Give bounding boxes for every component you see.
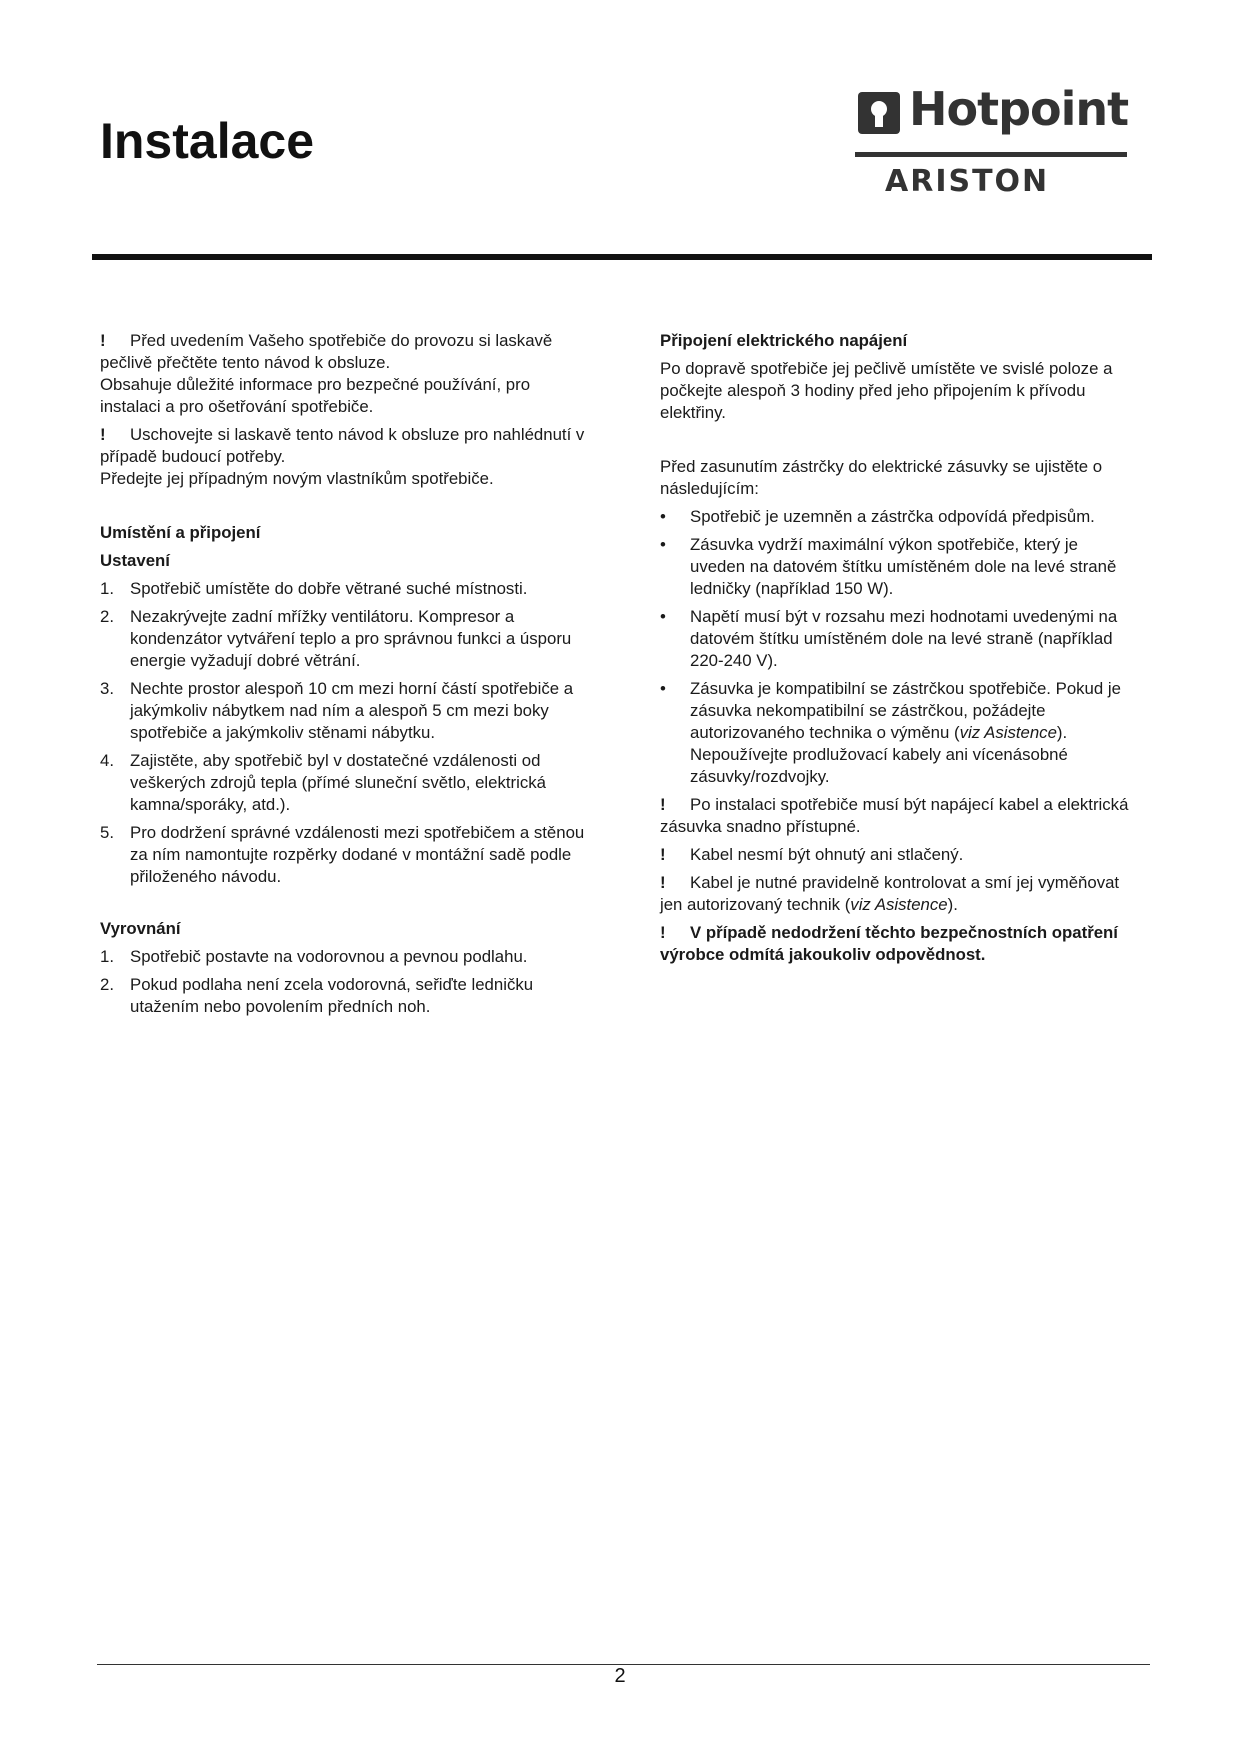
placement-list [100,578,592,888]
brand-logo [855,82,1135,203]
list-item: 2. Nezakrývejte zadní mřížky ventilátoru. Kompresor a kondenzátor vytváření teplo a pro správnou funkci a úsporu energie vyžadují dobré větrání. [100,607,572,670]
list-item: 1. Spotřebič postavte na vodorovnou a pevnou podlahu. [100,947,528,966]
electric-paragraph-1: Po dopravě spotřebiče jej pečlivě umístěte ve svislé poloze a počkejte alespoň 3 hodiny před jeho připojením k přívodu elektřiny. [660,359,1113,422]
electric-warning-4: ! V případě nedodržení těchto bezpečnostních opatření výrobce odmítá jakoukoliv odpovědnost. [660,923,1118,964]
warning-mark: ! [660,923,666,942]
right-column [660,330,1130,972]
list-item: 3. Nechte prostor alespoň 10 cm mezi horní částí spotřebiče a jakýmkoliv nábytkem nad ním a alespoň 5 cm mezi boky spotřebiče a jakýmkoliv stěnami nábytku. [100,679,574,742]
electric-paragraph-2: Před zasunutím zástrčky do elektrické zásuvky se ujistěte o následujícím: [660,457,1103,498]
bullet-icon: • [660,507,666,526]
logo-subtext: ARISTON [885,164,1050,199]
list-item: • Spotřebič je uzemněn a zástrčka odpovídá předpisům. [660,507,1095,526]
list-item: 5. Pro dodržení správné vzdálenosti mezi spotřebičem a stěnou za ním namontujte rozpěrky dodané v montážní sadě podle přiloženého návodu. [100,823,585,886]
warning-mark: ! [660,873,666,892]
list-item: 4. Zajistěte, aby spotřebič byl v dostatečné vzdálenosti od veškerých zdrojů tepla (přímé sluneční světlo, elektrická kamna/sporáky, atd.). [100,751,546,814]
page-number: 2 [614,1665,626,1687]
leveling-list [100,946,592,1018]
bullet-icon: • [660,607,666,626]
leveling-heading: Vyrovnání [100,919,181,938]
list-item: 2. Pokud podlaha není zcela vodorovná, seřiďte ledničku utažením nebo povolením předních noh. [100,975,534,1016]
electric-warning-3: ! Kabel je nutné pravidelně kontrolovat a smí jej vyměňovat jen autorizovaný technik (viz Asistence). [660,873,1120,914]
intro-warning-1: ! Před uvedením Vašeho spotřebiče do provozu si laskavě pečlivě přečtěte tento návod k obsluze. Obsahuje důležité informace pro bezpečné používání, pro instalaci a pro ošetřování spotřebiče. [100,331,553,416]
bullet-icon: • [660,535,666,554]
warning-mark: ! [660,795,666,814]
placement-heading: Umístění a připojení [100,523,261,542]
warning-mark: ! [100,425,106,444]
intro-warning-2: ! Uschovejte si laskavě tento návod k obsluze pro nahlédnutí v případě budoucí potřeby. Předejte jej případným novým vlastníkům spotřebiče. [100,425,585,488]
electric-heading: Připojení elektrického napájení [660,331,908,350]
list-item: • Napětí musí být v rozsahu mezi hodnotami uvedenými na datovém štítku umístěném dole na levé straně (například 220-240 V). [660,607,1118,670]
electric-warning-2: ! Kabel nesmí být ohnutý ani stlačený. [660,845,964,864]
warning-mark: ! [100,331,106,350]
logo-divider [855,152,1127,157]
list-item: • Zásuvka je kompatibilní se zástrčkou spotřebiče. Pokud je zásuvka nekompatibilní se zástrčkou, požádejte autorizovaného technika o výměnu (viz Asistence). Nepoužívejte prodlužovací kabely ani vícenásobné zásuvky/rozdvojky. [660,679,1121,786]
logo-text: Hotpoint [909,82,1129,136]
list-item: • Zásuvka vydrží maximální výkon spotřebiče, který je uveden na datovém štítku umístěném dole na levé straně ledničky (například 150 W). [660,535,1117,598]
electric-checklist [660,506,1130,788]
header-divider [92,254,1152,260]
hotpoint-logo-icon [858,92,900,134]
warning-mark: ! [660,845,666,864]
placement-subheading: Ustavení [100,551,170,570]
electric-warning-1: ! Po instalaci spotřebiče musí být napájecí kabel a elektrická zásuvka snadno přístupné. [660,795,1129,836]
page-title: Instalace [100,113,315,169]
list-item: 1. Spotřebič umístěte do dobře větrané suché místnosti. [100,579,528,598]
bullet-icon: • [660,679,666,698]
left-column [100,330,592,1024]
